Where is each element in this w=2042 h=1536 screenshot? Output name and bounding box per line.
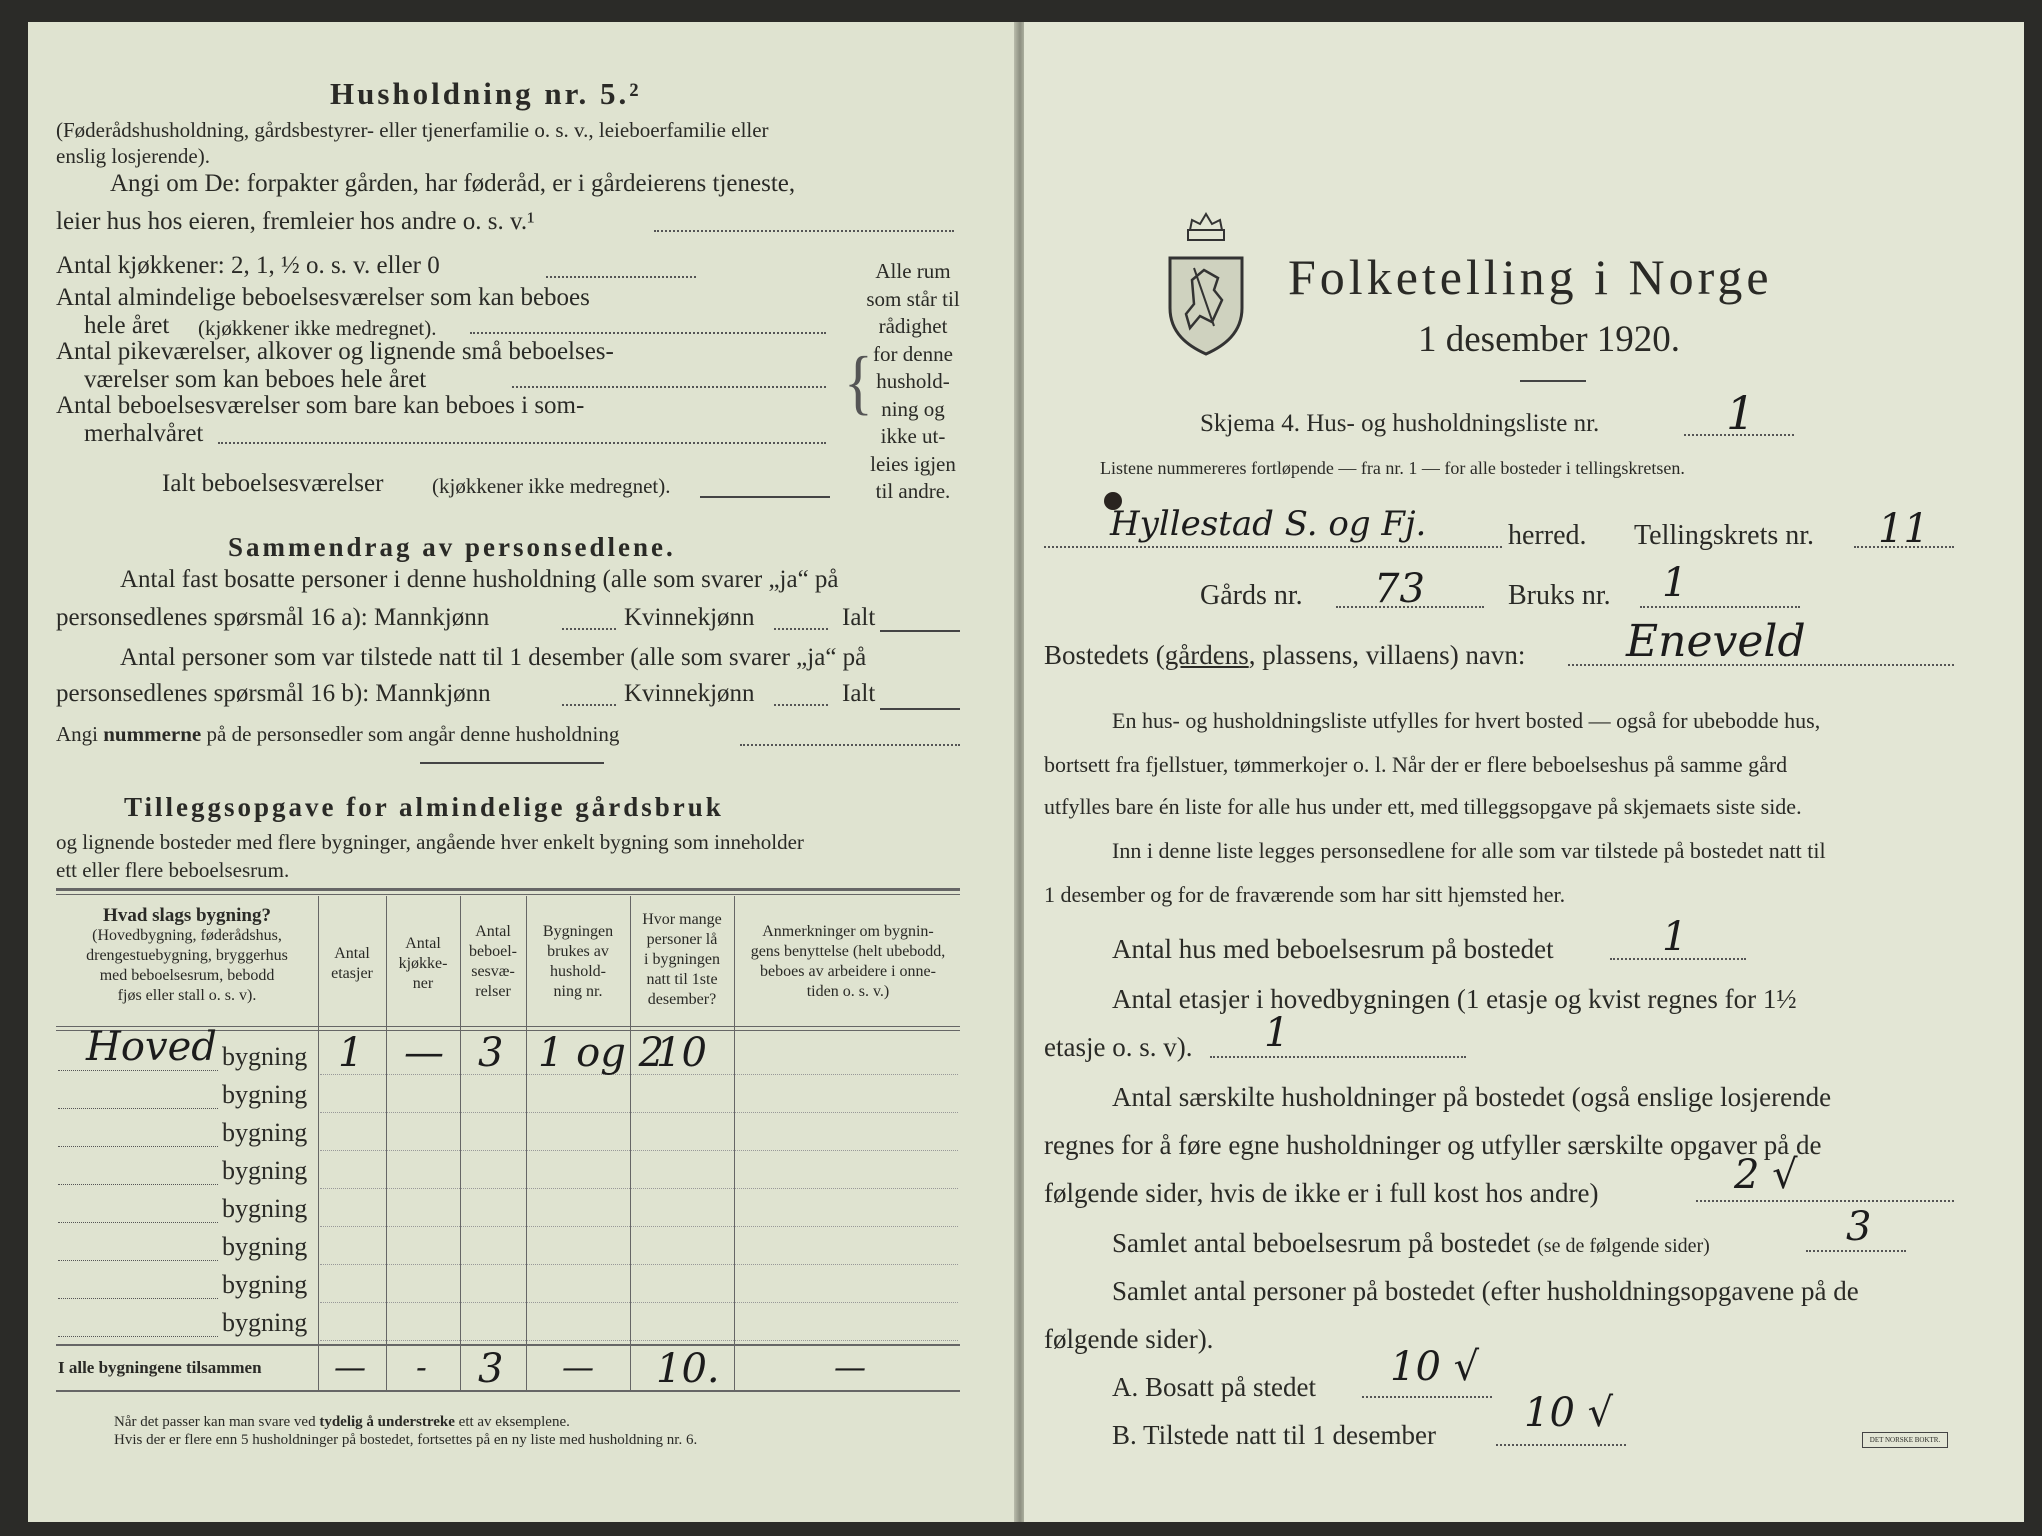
para1-line3: utfylles bare én liste for alle hus under ett, med tilleggsopgave på skjemaets siste side.	[1044, 794, 1802, 819]
household-subtitle-line2: enslig losjerende).	[56, 144, 210, 168]
col-header-vaerelser-line-3: sesvæ-	[471, 963, 515, 980]
skjema-label: Skjema 4. Hus- og husholdningsliste nr.	[1200, 410, 1600, 437]
qa-label: A. Bosatt på stedet	[1112, 1372, 1316, 1402]
section-divider	[420, 762, 604, 764]
small-dotline	[512, 386, 826, 388]
col-header-anmerkninger-line-3: beboes av arbeidere i onne-	[760, 963, 936, 980]
bruks-value: 1	[1662, 560, 1688, 606]
tillegg-line1: og lignende bosteder med flere bygninger, angående hver enkelt bygning som inneholder	[56, 830, 804, 854]
qa-line	[1362, 1396, 1492, 1398]
q4-line	[1112, 1228, 1710, 1259]
qb-line	[1496, 1444, 1626, 1446]
bosted-value: Eneveld	[1626, 616, 1806, 667]
row1-husholdning: 1 og 2	[538, 1030, 665, 1076]
p1-ialt-line	[880, 630, 960, 632]
form-date: 1 desember 1920.	[1418, 319, 1681, 360]
col-header-personer-line-3: i bygningen	[644, 951, 720, 968]
rooms-note-line-3: rådighet	[878, 314, 948, 338]
footnote-1a: Når det passer kan man svare ved	[114, 1414, 316, 1430]
tellingskrets-label: Tellingskrets nr.	[1634, 520, 1815, 551]
q1-value: 1	[1662, 914, 1688, 960]
summary-heading: Sammendrag av personsedlene.	[228, 532, 676, 562]
col-header-personer	[632, 910, 732, 1010]
nummerne-line	[740, 744, 960, 746]
para1-line1: En hus- og husholdningsliste utfylles for hvert bosted — også for ubebodde hus,	[1112, 708, 1821, 733]
tellingskrets-value: 11	[1878, 506, 1929, 552]
nummerne-word: nummerne	[103, 722, 202, 746]
col-header-personer-line-5: desember?	[647, 991, 717, 1008]
rooms-total-line	[700, 496, 830, 498]
row1-type-handwritten: Hoved	[86, 1024, 217, 1070]
bruks-line	[1640, 606, 1800, 608]
col-header-type-title: Hvad slags bygning?	[103, 905, 271, 926]
p2-ialt-line	[880, 708, 960, 710]
col-header-anmerkninger-line-2: gens benyttelse (helt ubebodd,	[750, 943, 946, 960]
rooms-note-line-1: Alle rum	[875, 259, 951, 283]
building-row-6-rule	[320, 1264, 958, 1265]
building-row-8-rule	[320, 1340, 958, 1341]
tillegg-line2: ett eller flere beboelsesrum.	[56, 858, 290, 882]
p2-mann-line	[562, 704, 616, 706]
herred-line	[1044, 546, 1502, 548]
col-header-etasjer-line-1: Antal	[334, 945, 370, 962]
rooms-note-line-2: som står til	[866, 286, 960, 311]
p1-mann-line	[562, 628, 616, 630]
q5-line1: Samlet antal personer på bostedet (efter husholdningsopgavene på de	[1112, 1276, 1859, 1306]
col-header-type-line-3: med beboelsesrum, bebodd	[99, 967, 275, 984]
brace: {	[844, 342, 873, 422]
rooms-kitchens: Antal kjøkkener: 2, 1, ½ o. s. v. eller 0	[56, 252, 440, 279]
building-row-6-type-line	[58, 1260, 218, 1261]
rooms-total-label: Ialt beboelsesværelser	[162, 470, 384, 497]
col-sep-6	[734, 896, 735, 1390]
building-row-5-rule	[320, 1226, 958, 1227]
printer-stamp: DET NORSKE BOKTR.	[1862, 1432, 1948, 1448]
building-row-2-rule	[320, 1112, 958, 1113]
q3-line	[1696, 1200, 1954, 1202]
col-header-kjokken-line-2: kjøkke-	[398, 955, 448, 972]
q1-label: Antal hus med beboelsesrum på bostedet	[1112, 934, 1554, 964]
rooms-note-line-4: for denne	[873, 341, 953, 366]
rooms-ordinary-line1: Antal almindelige beboelsesværelser som kan beboes	[56, 284, 590, 311]
col-sep-2	[386, 896, 387, 1390]
col-header-kjokken-line-3: ner	[412, 975, 434, 992]
q3-line2: regnes for å føre egne husholdninger og utfyller særskilte opgaver på de	[1044, 1130, 1822, 1160]
q2-line	[1210, 1056, 1466, 1058]
q2-line2: etasje o. s. v).	[1044, 1032, 1193, 1062]
col-header-husholdning-line-4: ning nr.	[553, 983, 603, 1000]
summary-p2-line2: personsedlenes spørsmål 16 b): Mannkjønn	[56, 680, 491, 707]
col-header-type-line-4: fjøs eller stall o. s. v).	[117, 987, 257, 1004]
rooms-note-line-5: hushold-	[876, 369, 950, 393]
q4-line-dots	[1806, 1250, 1906, 1252]
col-header-type-line-2: drengestuebygning, bryggerhus	[86, 947, 288, 964]
qa-value: 10 √	[1390, 1344, 1480, 1390]
building-row-7-label: bygning	[222, 1270, 308, 1299]
qb-value: 10 √	[1524, 1390, 1614, 1436]
footnote-1	[114, 1414, 570, 1431]
col-header-type	[58, 906, 316, 1006]
building-row-3-type-line	[58, 1146, 218, 1147]
building-row-5-type-line	[58, 1222, 218, 1223]
total-husholdning: —	[562, 1348, 594, 1386]
angi-answer-line	[654, 230, 954, 232]
rooms-ordinary-line2: hele året	[84, 312, 170, 339]
angi-word: Angi	[56, 722, 98, 746]
building-row-8-label: bygning	[222, 1308, 308, 1337]
household-subtitle-line1: (Føderådshusholdning, gårdsbestyrer- eller tjenerfamilie o. s. v., leieboerfamilie eller	[56, 118, 769, 142]
herred-label: herred.	[1508, 520, 1587, 551]
herred-value: Hyllestad S. og Fj.	[1110, 504, 1427, 544]
col-header-type-lines	[58, 926, 316, 1006]
col-header-kjokken-line-1: Antal	[405, 935, 441, 952]
footnote-2: Hvis der er flere enn 5 husholdninger på bostedet, fortsettes på en ny liste med husholdning nr. 6.	[114, 1432, 698, 1448]
table-bottom-rule	[56, 1390, 960, 1392]
col-header-anmerkninger-line-1: Anmerkninger om bygnin-	[762, 923, 934, 940]
row1-personer: 10	[656, 1030, 707, 1076]
col-sep-4	[526, 896, 527, 1390]
q3-line3: følgende sider, hvis de ikke er i full kost hos andre)	[1044, 1178, 1599, 1208]
para2-line2: 1 desember og for de fraværende som har sitt hjemsted her.	[1044, 882, 1566, 907]
col-header-anmerkninger	[738, 922, 958, 1002]
building-row-3-rule	[320, 1150, 958, 1151]
col-header-etasjer	[320, 944, 384, 984]
col-header-vaerelser	[462, 922, 524, 1002]
summary-p1-line1: Antal fast bosatte personer i denne husholdning (alle som svarer „ja“ på	[120, 566, 839, 593]
building-row-4-label: bygning	[222, 1156, 308, 1185]
q4-note: (se de følgende sider)	[1537, 1235, 1710, 1257]
building-row-1-label: bygning	[222, 1042, 308, 1071]
summary-p2-line1: Antal personer som var tilstede natt til 1 desember (alle som svarer „ja“ på	[120, 644, 867, 671]
rooms-note-line-7: ikke ut-	[880, 424, 946, 448]
gards-value: 73	[1374, 566, 1425, 612]
q4-label: Samlet antal beboelsesrum på bostedet	[1112, 1228, 1531, 1258]
q2-value: 1	[1264, 1010, 1290, 1056]
total-vaerelser: 3	[478, 1346, 504, 1392]
bosted-label	[1044, 640, 1525, 671]
bruks-label: Bruks nr.	[1508, 580, 1611, 611]
bosted-label-gardens: gårdens	[1164, 640, 1249, 670]
listene-note: Listene nummereres fortløpende — fra nr. 1 — for alle bosteder i tellingskretsen.	[1100, 458, 1685, 478]
col-header-type-line-1: (Hovedbygning, føderådshus,	[92, 927, 282, 944]
col-header-vaerelser-line-4: relser	[475, 983, 511, 1000]
summary-p2-ialt: Ialt	[842, 680, 876, 707]
col-sep-1	[318, 896, 319, 1390]
angi-rest: på de personsedler som angår denne husholdning	[206, 722, 620, 746]
para2-line1: Inn i denne liste legges personsedlene for alle som var tilstede på bostedet natt til	[1112, 838, 1826, 863]
rooms-ordinary-note: (kjøkkener ikke medregnet).	[198, 316, 437, 340]
summary-p1-ialt: Ialt	[842, 604, 876, 631]
angi-line1: Angi om De: forpakter gården, har føderåd, er i gårdeierens tjeneste,	[110, 170, 796, 197]
building-row-3-label: bygning	[222, 1118, 308, 1147]
col-header-husholdning-line-1: Bygningen	[542, 923, 614, 940]
col-header-husholdning-line-2: brukes av	[547, 943, 609, 960]
bosted-label-c: , plassens, villaens) navn:	[1248, 640, 1526, 670]
ordinary-dotline	[470, 332, 826, 334]
building-row-5-label: bygning	[222, 1194, 308, 1223]
rooms-small-line2: værelser som kan beboes hele året	[84, 366, 427, 393]
building-row-8-type-line	[58, 1336, 218, 1337]
rooms-note-line-6: ning og	[881, 396, 945, 421]
rooms-note	[858, 258, 968, 506]
rooms-note-line-8: leies igjen	[870, 451, 956, 476]
total-anmerkninger: —	[834, 1348, 866, 1386]
total-etasjer: —	[334, 1348, 366, 1386]
col-sep-5	[630, 896, 631, 1390]
skjema-value: 1	[1726, 386, 1756, 440]
rooms-small-line1: Antal pikeværelser, alkover og lignende små beboelses-	[56, 338, 614, 365]
rooms-total-note: (kjøkkener ikke medregnet).	[432, 474, 671, 498]
angi-nummerne-line	[56, 722, 619, 747]
building-row-7-type-line	[58, 1298, 218, 1299]
row1-kjokken: —	[404, 1030, 444, 1076]
summary-p1-line2: personsedlenes spørsmål 16 a): Mannkjønn	[56, 604, 490, 631]
household-title: Husholdning nr. 5.²	[330, 76, 642, 111]
p1-kvinne-line	[774, 628, 828, 630]
q4-value: 3	[1846, 1204, 1872, 1250]
total-personer: 10.	[656, 1346, 720, 1392]
bosted-label-a: Bostedets (	[1044, 640, 1165, 670]
form-title: Folketelling i Norge	[1288, 249, 1773, 305]
col-header-personer-line-2: personer lå	[646, 931, 718, 948]
building-row-4-rule	[320, 1188, 958, 1189]
rooms-note-line-9: til andre.	[875, 479, 951, 503]
q2-line1: Antal etasjer i hovedbygningen (1 etasje og kvist regnes for 1½	[1112, 984, 1797, 1014]
norwegian-coat-of-arms-icon	[1164, 208, 1248, 363]
building-row-7-rule	[320, 1302, 958, 1303]
qb-label: B. Tilstede natt til 1 desember	[1112, 1420, 1436, 1450]
title-divider	[1520, 380, 1586, 382]
total-label: I alle bygningene tilsammen	[58, 1358, 262, 1377]
col-header-vaerelser-line-1: Antal	[475, 923, 511, 940]
tillegg-heading: Tilleggsopgave for almindelige gårdsbruk	[124, 792, 724, 822]
para1-line2: bortsett fra fjellstuer, tømmerkojer o. l. Når der er flere beboelseshus på samme gård	[1044, 752, 1788, 777]
rooms-summer-line2: merhalvåret	[84, 420, 204, 447]
total-kjokken: -	[416, 1348, 427, 1386]
footnote-1c: ett av eksemplene.	[458, 1414, 570, 1430]
col-header-husholdning	[528, 922, 628, 1002]
col-header-anmerkninger-line-4: tiden o. s. v.)	[806, 983, 890, 1000]
row1-etasjer: 1	[338, 1030, 364, 1076]
col-header-personer-line-1: Hvor mange	[642, 911, 722, 928]
building-row-2-label: bygning	[222, 1080, 308, 1109]
summary-p2-kvinne: Kvinnekjønn	[624, 680, 755, 707]
summary-p1-kvinne: Kvinnekjønn	[624, 604, 755, 631]
q3-value: 2 √	[1734, 1152, 1798, 1198]
summer-dotline	[218, 442, 826, 444]
gards-label: Gårds nr.	[1200, 580, 1303, 611]
footnote-1b: tydelig å understreke	[319, 1414, 455, 1430]
kitchens-dotline	[546, 276, 696, 278]
building-row-1-type-line	[58, 1070, 218, 1071]
building-row-6-label: bygning	[222, 1232, 308, 1261]
building-row-2-type-line	[58, 1108, 218, 1109]
row1-vaerelser: 3	[478, 1030, 504, 1076]
col-header-kjokken	[388, 934, 458, 994]
col-header-vaerelser-line-2: beboel-	[469, 943, 517, 960]
col-header-personer-line-4: natt til 1ste	[646, 971, 718, 988]
table-top-rule	[56, 888, 960, 891]
building-row-4-type-line	[58, 1184, 218, 1185]
col-sep-3	[460, 896, 461, 1390]
col-header-husholdning-line-3: hushold-	[550, 963, 606, 980]
q3-line1: Antal særskilte husholdninger på bostedet (også enslige losjerende	[1112, 1082, 1832, 1112]
table-total-rule	[56, 1344, 960, 1346]
p2-kvinne-line	[774, 704, 828, 706]
table-top-rule-2	[56, 894, 960, 895]
rooms-summer-line1: Antal beboelsesværelser som bare kan beboes i som-	[56, 392, 585, 419]
col-header-etasjer-line-2: etasjer	[331, 965, 373, 982]
q5-line2: følgende sider).	[1044, 1324, 1214, 1354]
angi-line2: leier hus hos eieren, fremleier hos andre o. s. v.¹	[56, 208, 535, 235]
